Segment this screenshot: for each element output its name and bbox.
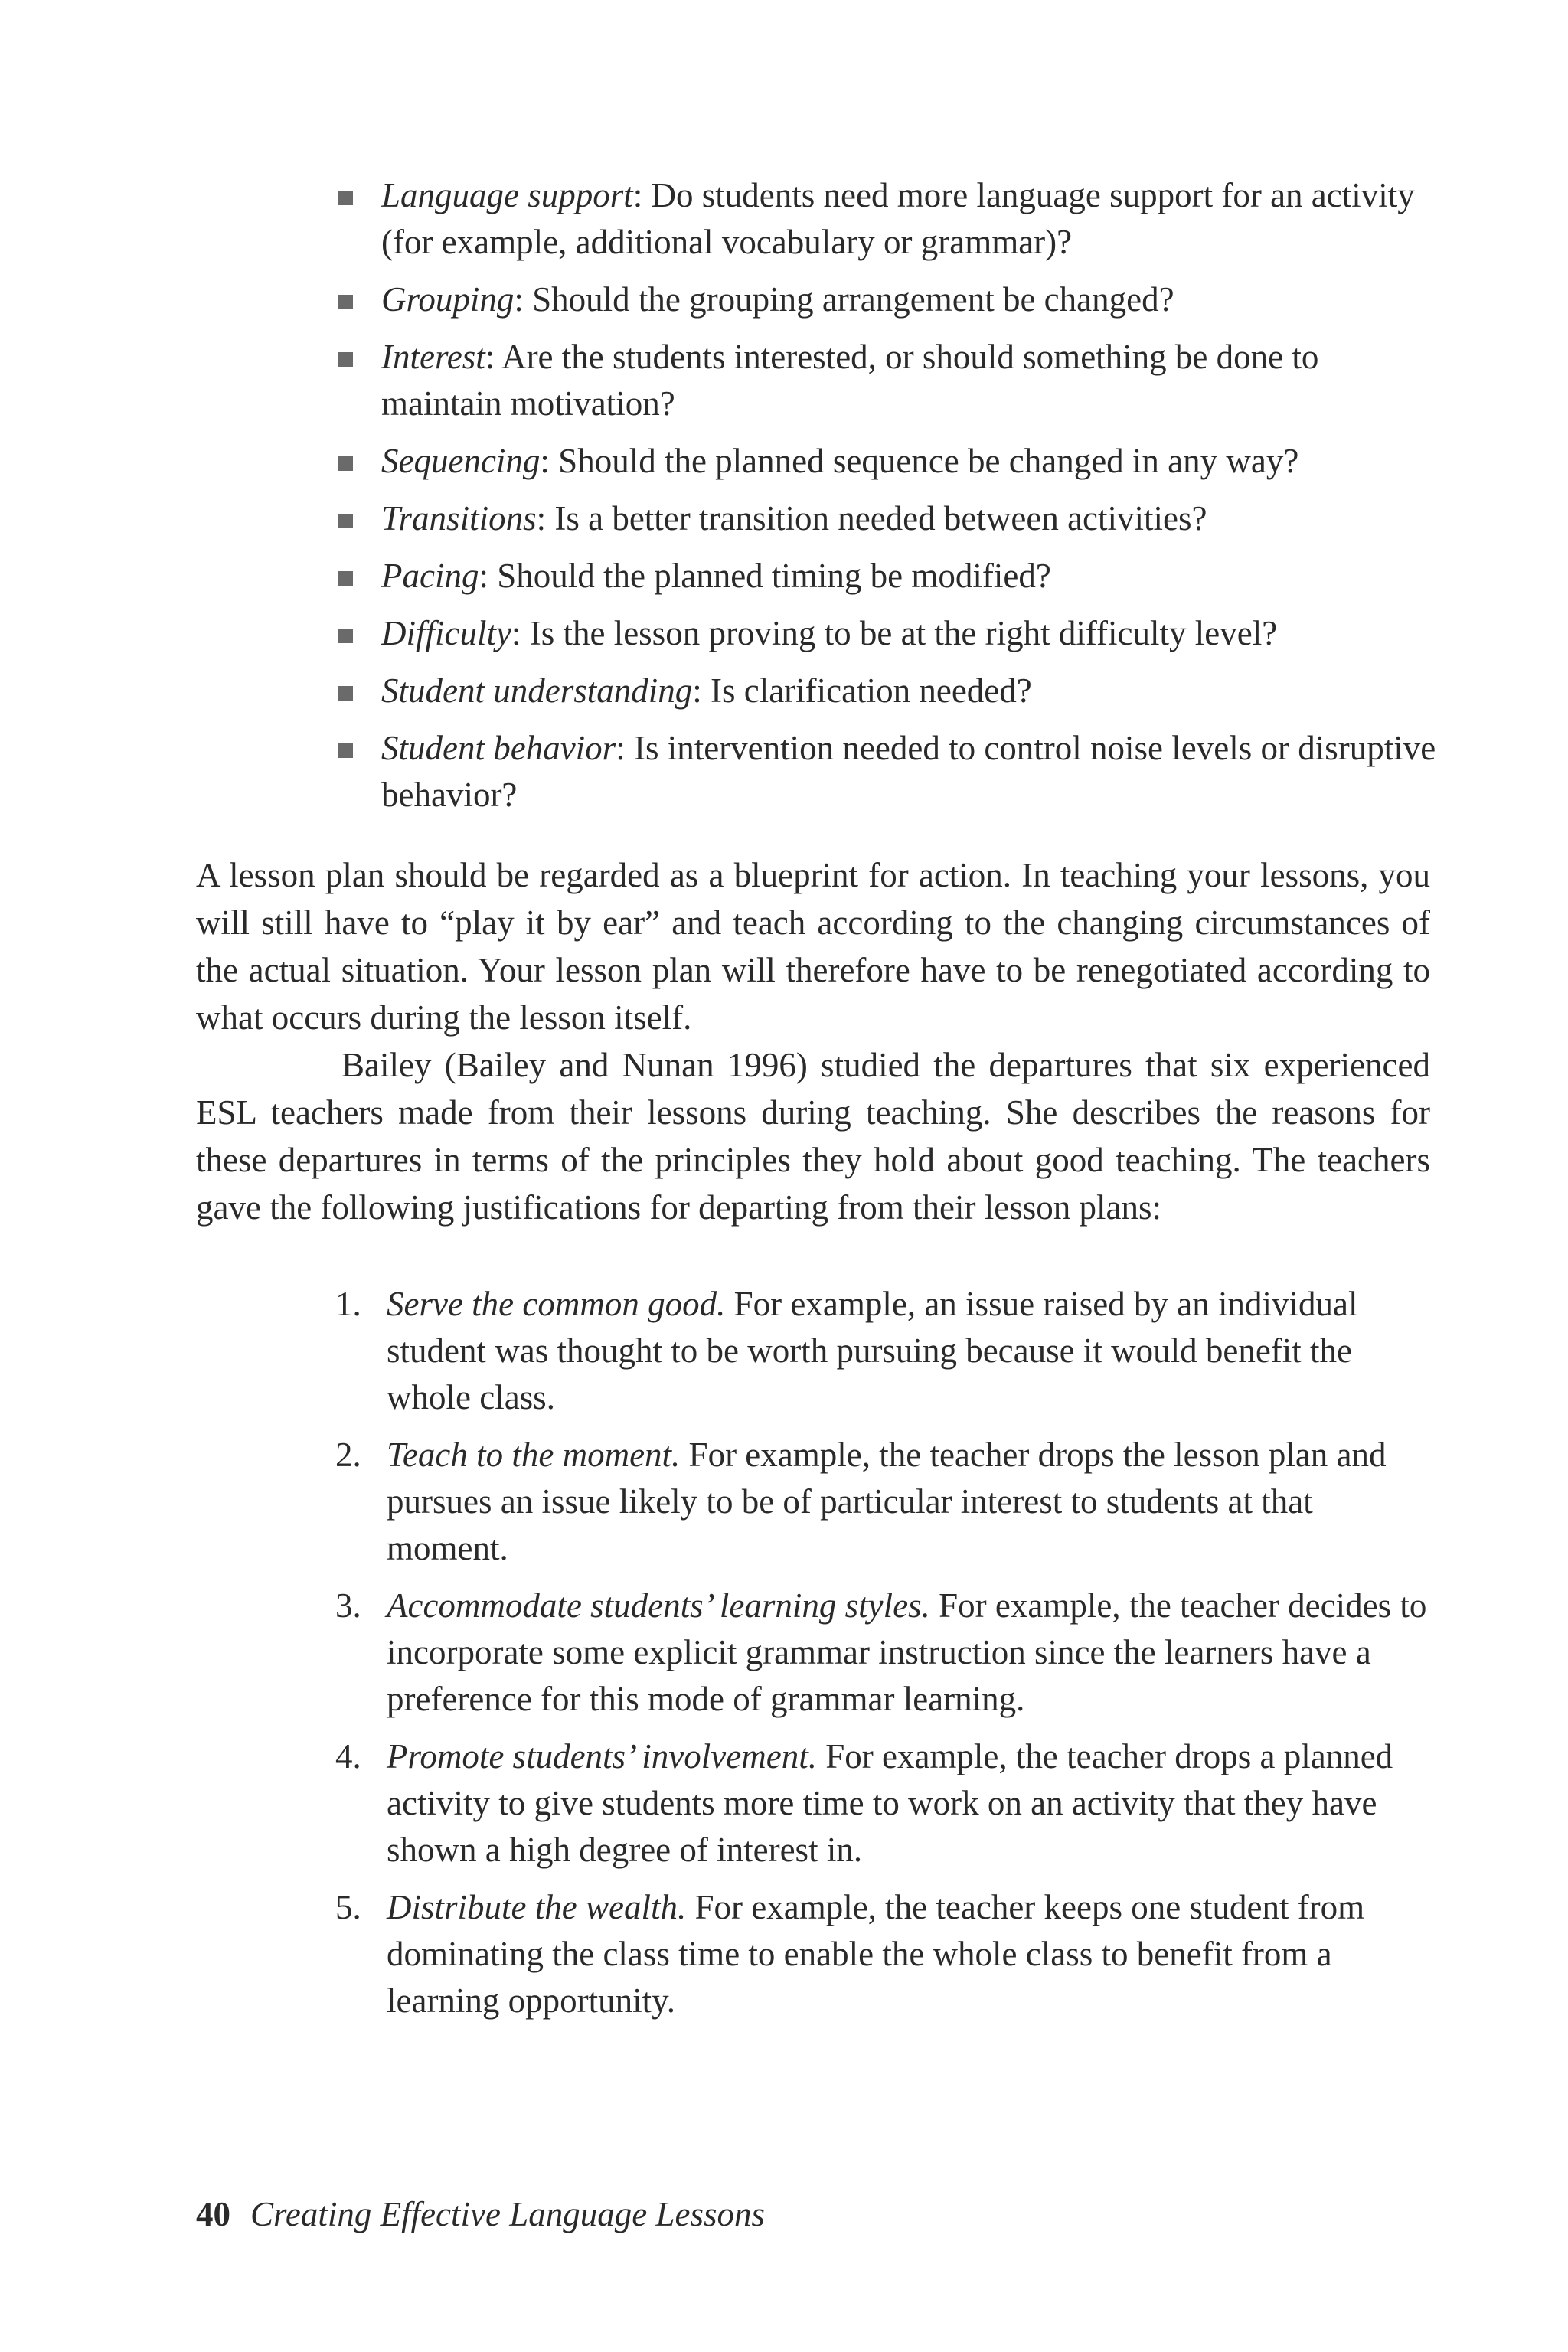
bullet-item xyxy=(335,334,1438,427)
bullet-item xyxy=(335,725,1438,818)
bullet-item xyxy=(335,276,1438,323)
paragraph-bailey-study: Bailey (Bailey and Nunan 1996) studied the departures that six experienced ESL teachers made from their lessons during teaching. She describes the reasons for these departures in terms of the principles they hold about good teaching. The teachers gave the following justifications for departing from their lesson plans: xyxy=(196,1046,1430,1227)
bullet-text: : Are the students interested, or should something be done to maintain motivation? xyxy=(381,338,1319,423)
numbered-item xyxy=(335,1281,1438,1421)
square-bullet-icon xyxy=(338,456,353,471)
item-term: Teach to the moment. xyxy=(387,1436,681,1474)
bullet-text: : Should the planned timing be modified? xyxy=(479,557,1051,595)
bullet-item xyxy=(335,553,1438,599)
square-bullet-icon xyxy=(338,295,353,309)
item-text: For example, the teacher decides to incorporate some explicit grammar instruction since the learners have a preference for this mode of grammar learning. xyxy=(387,1586,1427,1718)
paragraph-blueprint: A lesson plan should be regarded as a blueprint for action. In teaching your lessons, you will still have to “play it by ear” and teach according to the changing circumstances of the actual situation. Your lesson plan will therefore have to be renegotiated according to what occurs during the lesson itself. xyxy=(196,856,1430,1037)
bullet-text: : Is a better transition needed between activities? xyxy=(536,499,1207,537)
item-term: Promote students’ involvement. xyxy=(387,1737,817,1775)
bullet-term: Language support xyxy=(381,176,633,214)
square-bullet-icon xyxy=(338,629,353,643)
item-number: 5. xyxy=(335,1888,361,1926)
bullet-item xyxy=(335,495,1438,542)
page-number: 40 xyxy=(196,2195,230,2233)
bullet-term: Sequencing xyxy=(381,442,541,480)
item-number: 3. xyxy=(335,1586,361,1625)
item-text: For example, an issue raised by an individual student was thought to be worth pursuing because it would benefit the whole class. xyxy=(387,1285,1358,1416)
bullet-term: Pacing xyxy=(381,557,479,595)
justifications-numbered-list xyxy=(335,1281,1438,2035)
square-bullet-icon xyxy=(338,743,353,758)
item-number: 4. xyxy=(335,1737,361,1775)
item-text: For example, the teacher drops a planned activity to give students more time to work on an activity that they have shown a high degree of interest in. xyxy=(387,1737,1393,1869)
square-bullet-icon xyxy=(338,191,353,205)
bullet-term: Grouping xyxy=(381,280,514,318)
bullet-text: : Do students need more language support for an activity (for example, additional vocabulary or grammar)? xyxy=(381,176,1415,261)
numbered-item xyxy=(335,1583,1438,1723)
numbered-item xyxy=(335,1733,1438,1873)
bullet-text: : Is the lesson proving to be at the right difficulty level? xyxy=(511,614,1278,652)
bullet-text: : Is intervention needed to control noise levels or disruptive behavior? xyxy=(381,729,1436,814)
bullet-term: Student behavior xyxy=(381,729,616,767)
bullet-text: : Should the grouping arrangement be changed? xyxy=(514,280,1174,318)
item-term: Accommodate students’ learning styles. xyxy=(387,1586,930,1625)
item-term: Distribute the wealth. xyxy=(387,1888,687,1926)
considerations-bullet-list xyxy=(335,172,1438,829)
page-footer xyxy=(196,2191,765,2237)
item-text: For example, the teacher drops the lesson plan and pursues an issue likely to be of particular interest to students at that moment. xyxy=(387,1436,1387,1567)
body-text xyxy=(196,851,1430,1231)
square-bullet-icon xyxy=(338,352,353,367)
bullet-item xyxy=(335,172,1438,266)
numbered-item xyxy=(335,1884,1438,2024)
bullet-item xyxy=(335,438,1438,485)
square-bullet-icon xyxy=(338,686,353,701)
bullet-term: Difficulty xyxy=(381,614,511,652)
item-term: Serve the common good. xyxy=(387,1285,726,1323)
square-bullet-icon xyxy=(338,571,353,586)
bullet-item xyxy=(335,610,1438,657)
numbered-item xyxy=(335,1432,1438,1572)
bullet-text: : Is clarification needed? xyxy=(692,671,1032,710)
bullet-item xyxy=(335,668,1438,714)
square-bullet-icon xyxy=(338,514,353,528)
book-title: Creating Effective Language Lessons xyxy=(250,2195,766,2233)
bullet-term: Student understanding xyxy=(381,671,693,710)
bullet-text: : Should the planned sequence be changed in any way? xyxy=(540,442,1299,480)
item-number: 2. xyxy=(335,1436,361,1474)
item-number: 1. xyxy=(335,1285,361,1323)
item-text: For example, the teacher keeps one student from dominating the class time to enable the whole class to benefit from a learning opportunity. xyxy=(387,1888,1365,2020)
bullet-term: Transitions xyxy=(381,499,537,537)
bullet-term: Interest xyxy=(381,338,485,376)
